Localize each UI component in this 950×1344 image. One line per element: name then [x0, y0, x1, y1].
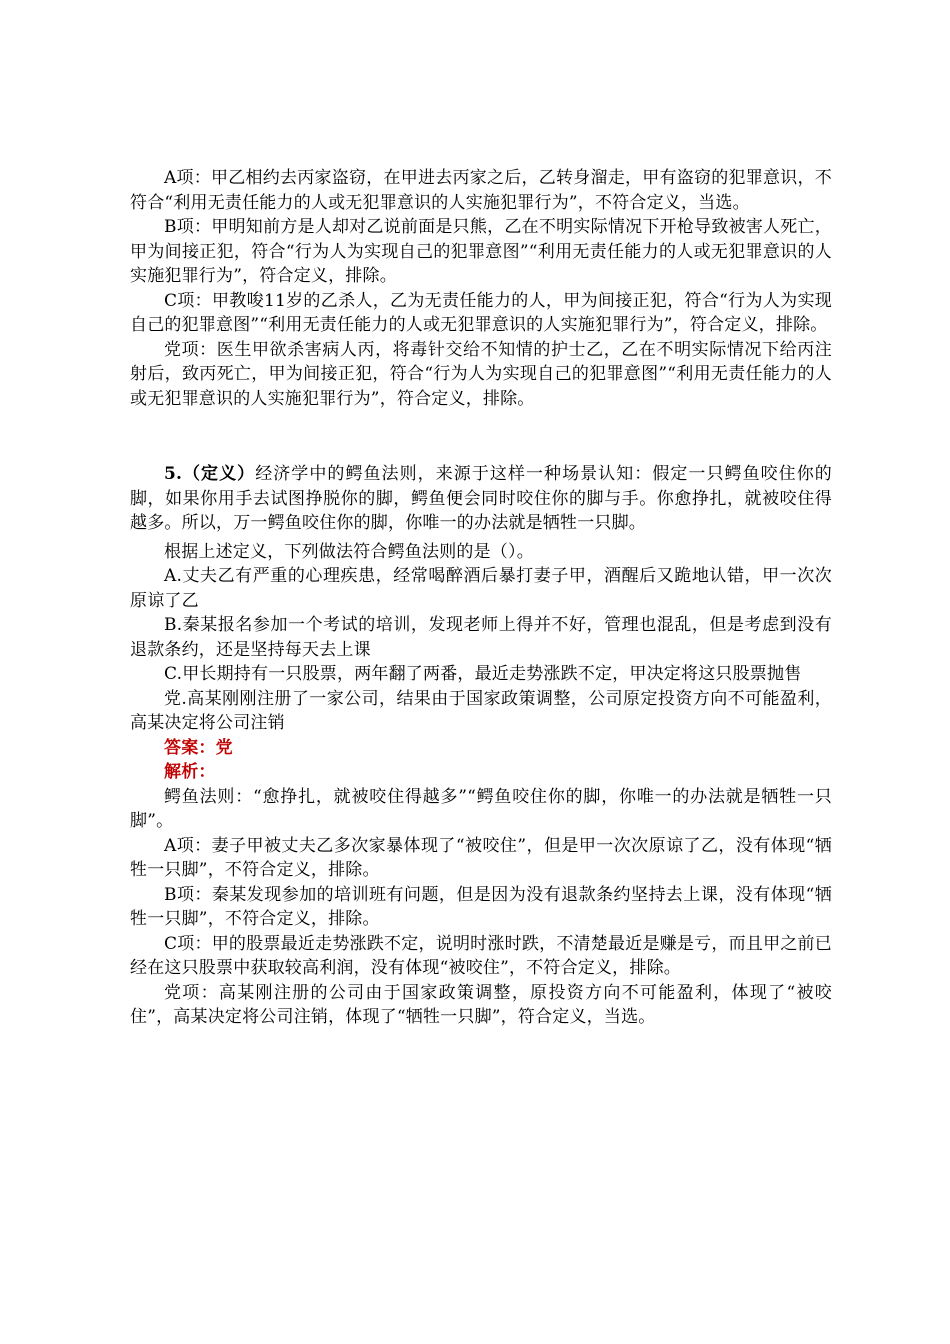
question-prompt: 根据上述定义，下列做法符合鳄鱼法则的是（）。: [164, 541, 534, 562]
option-d: 党.高某刚刚注册了一家公司，结果由于国家政策调整，公司原定投资方向不可能盈利，高某决定将公司注销: [130, 688, 832, 733]
analysis-label: 解析：: [164, 762, 216, 782]
analysis-rule: 鳄鱼法则：“愈挣扎，就被咬住得越多”“鳄鱼咬住你的脚，你唯一的办法就是牺牲一只脚”。: [130, 786, 832, 831]
analysis-b: B项：秦某发现参加的培训班有问题，但是因为没有退款条约坚持去上课，没有体现“牺牲一只脚”，不符合定义，排除。: [130, 884, 832, 929]
analysis-d: 党项：高某刚注册的公司由于国家政策调整，原投资方向不可能盈利，体现了“被咬住”，高某决定将公司注销，体现了“牺牲一只脚”，符合定义，当选。: [130, 982, 832, 1027]
analysis-option-d: 党项：医生甲欲杀害病人丙，将毒针交给不知情的护士乙，乙在不明实际情况下给丙注射后，致丙死亡，甲为间接正犯，符合“行为人为实现自己的犯罪意图”“利用无责任能力的人或无犯罪意识的人实施犯罪行为”，符合定义，排除。: [130, 339, 832, 409]
analysis-option-c: C项：甲教唆11岁的乙杀人，乙为无责任能力的人，甲为间接正犯，符合“行为人为实现自己的犯罪意图”“利用无责任能力的人或无犯罪意识的人实施犯罪行为”，符合定义，排除。: [130, 290, 832, 335]
answer-label: 答案：党: [164, 737, 233, 758]
analysis-option-b: B项：甲明知前方是人却对乙说前面是只熊，乙在不明实际情况下开枪导致被害人死亡，甲为间接正犯，符合“行为人为实现自己的犯罪意图”“利用无责任能力的人或无犯罪意识的人实施犯罪行为”，符合定义，排除。: [130, 217, 832, 286]
question-number: 5.（定义）: [164, 464, 256, 484]
option-a: A.丈夫乙有严重的心理疾患，经常喝醉酒后暴打妻子甲，酒醒后又跪地认错，甲一次次原谅了乙: [130, 566, 832, 611]
question-5: [130, 462, 832, 1030]
question-stem: [130, 462, 832, 536]
question-stem-text: 经济学中的鳄鱼法则，来源于这样一种场景认知：假定一只鳄鱼咬住你的脚，如果你用手去试图挣脱你的脚，鳄鱼便会同时咬住你的脚与手。你愈挣扎，就被咬住得越多。所以，万一鳄鱼咬住你的脚，你唯一的办法就是牺牲一只脚。: [130, 464, 832, 533]
analysis-a: A项：妻子甲被丈夫乙多次家暴体现了“被咬住”，但是甲一次次原谅了乙，没有体现“牺牲一只脚”，不符合定义，排除。: [130, 835, 832, 880]
analysis-c: C项：甲的股票最近走势涨跌不定，说明时涨时跌，不清楚最近是赚是亏，而且甲之前已经在这只股票中获取较高利润，没有体现“被咬住”，不符合定义，排除。: [130, 933, 832, 978]
analysis-option-a: A项：甲乙相约去丙家盗窃，在甲进去丙家之后，乙转身溜走，甲有盗窃的犯罪意识，不符合“利用无责任能力的人或无犯罪意识的人实施犯罪行为”，不符合定义，当选。: [130, 168, 832, 213]
option-c: C.甲长期持有一只股票，两年翻了两番，最近走势涨跌不定，甲决定将这只股票抛售: [164, 664, 802, 684]
option-b: B.秦某报名参加一个考试的培训，发现老师上得并不好，管理也混乱，但是考虑到没有退款条约，还是坚持每天去上课: [130, 615, 832, 660]
previous-question-analysis: [130, 166, 832, 411]
